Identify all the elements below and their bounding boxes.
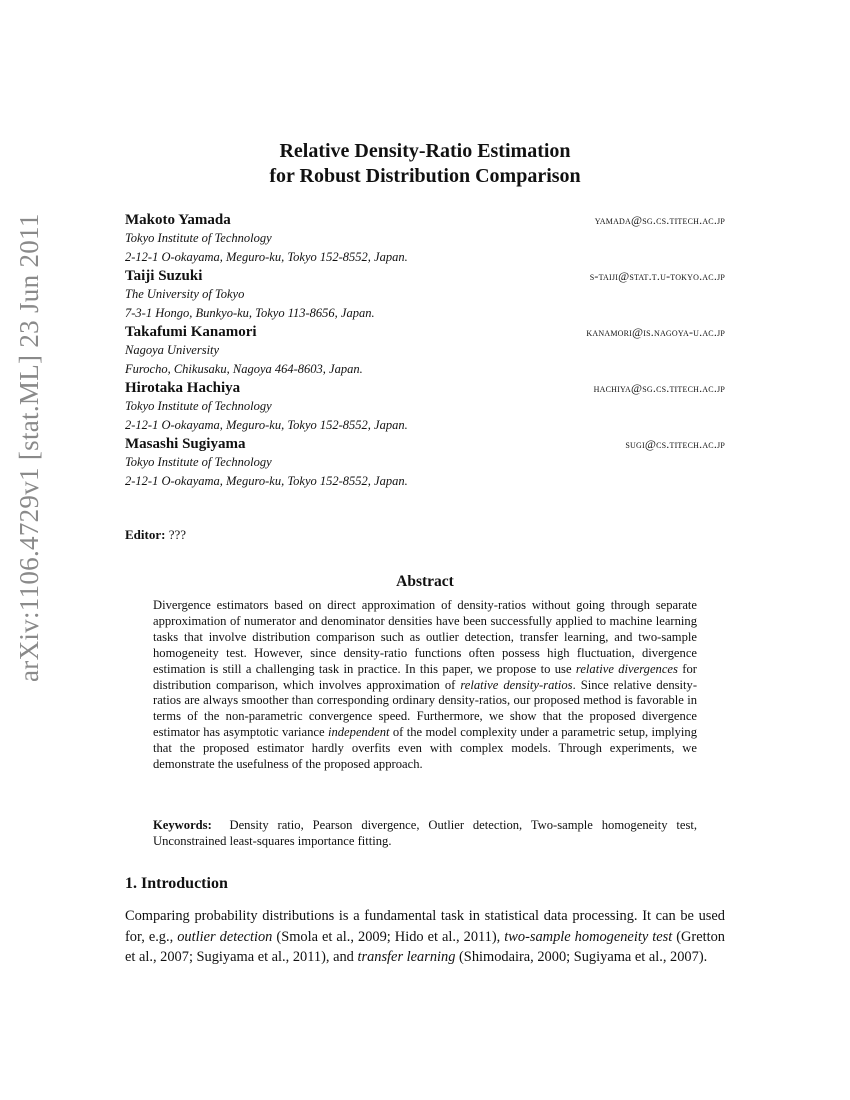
author-name: Takafumi Kanamori [125, 324, 257, 340]
author-email[interactable]: s-taiji@stat.t.u-tokyo.ac.jp [589, 269, 725, 283]
author-address: 2-12-1 O-okayama, Meguro-ku, Tokyo 152-8552, Japan. [125, 418, 408, 432]
author-name: Hirotaka Hachiya [125, 380, 241, 396]
paper-title [0, 139, 850, 189]
intro-text: (Smola et al., 2009; Hido et al., 2011), [272, 928, 505, 945]
abstract-emphasis: independent [327, 725, 390, 740]
author-affiliation: Tokyo Institute of Technology [125, 455, 272, 469]
abstract-text: of the model complexity under a parametric setup, implying that the proposed estimator hardly overfits even with complex models. Through experiments, we demonstrate the usefulness of the proposed approach. [153, 725, 698, 772]
keywords-text: Density ratio, Pearson divergence, Outlier detection, Two-sample homogeneity test, Unconstrained least-squares importance fitting. [153, 818, 697, 848]
author-block [125, 211, 725, 267]
intro-paragraph [125, 906, 725, 968]
author-affiliation: Tokyo Institute of Technology [125, 231, 272, 245]
intro-emphasis: outlier detection [177, 928, 273, 945]
abstract-emphasis: relative density-ratios [460, 677, 573, 692]
author-email[interactable]: kanamori@is.nagoya-u.ac.jp [586, 325, 725, 339]
author-name: Makoto Yamada [125, 212, 231, 228]
author-block [125, 323, 725, 379]
abstract-body [153, 598, 697, 773]
arxiv-identifier: arXiv:1106.4729v1 [stat.ML] 23 Jun 2011 [14, 213, 44, 682]
author-block [125, 379, 725, 435]
intro-text: Comparing probability distributions is a fundamental task in statistical data processing. It can be used for, e.g., [125, 908, 725, 945]
author-affiliation: Nagoya University [125, 343, 220, 357]
abstract-text: . Since relative density-ratios are always smoother than corresponding ordinary density-ratios, our proposed method is favorable in terms of the non-parametric convergence speed. Furthermore, we show that the proposed divergence estimator has asymptotic variance [153, 677, 698, 740]
intro-text: (Shimodaira, 2000; Sugiyama et al., 2007). [455, 949, 708, 965]
abstract-heading: Abstract [396, 573, 454, 590]
abstract-paragraph [153, 598, 697, 773]
author-block [125, 267, 725, 323]
title-line-2: for Robust Distribution Comparison [269, 165, 581, 187]
author-address: 2-12-1 O-okayama, Meguro-ku, Tokyo 152-8552, Japan. [125, 250, 408, 264]
keywords-label: Keywords: [153, 818, 212, 832]
keywords [153, 818, 697, 850]
editor-line [125, 527, 186, 543]
author-affiliation: Tokyo Institute of Technology [125, 399, 272, 413]
author-address: Furocho, Chikusaku, Nagoya 464-8603, Japan. [125, 362, 363, 376]
author-name: Masashi Sugiyama [125, 436, 246, 452]
author-name: Taiji Suzuki [125, 268, 203, 284]
editor-value: ??? [168, 527, 187, 542]
title-line-1: Relative Density-Ratio Estimation [279, 140, 571, 162]
intro-emphasis: transfer learning [357, 949, 456, 965]
author-email[interactable]: yamada@sg.cs.titech.ac.jp [594, 213, 725, 227]
introduction-body [125, 906, 725, 968]
author-email[interactable]: sugi@cs.titech.ac.jp [625, 437, 725, 451]
author-block [125, 435, 725, 491]
author-address: 7-3-1 Hongo, Bunkyo-ku, Tokyo 113-8656, Japan. [125, 306, 375, 320]
author-address: 2-12-1 O-okayama, Meguro-ku, Tokyo 152-8552, Japan. [125, 474, 408, 488]
author-email[interactable]: hachiya@sg.cs.titech.ac.jp [593, 381, 725, 395]
abstract-emphasis: relative divergences [575, 661, 678, 676]
section-heading-introduction: 1. Introduction [125, 875, 228, 892]
abstract-text: Divergence estimators based on direct approximation of density-ratios without going through separate approximation of numerator and denominator densities have been successfully applied to machine learning tasks that involve distribution comparison such as outlier detection, transfer learning, and two-sample homogeneity test. However, since density-ratio functions often possess high fluctuation, divergence estimation is still a challenging task in practice. In this paper, we propose to use [153, 598, 697, 676]
author-affiliation: The University of Tokyo [125, 287, 245, 301]
intro-text: (Gretton et al., 2007; Sugiyama et al., 2011), and [125, 928, 725, 965]
author-list [125, 211, 725, 491]
intro-emphasis: two-sample homogeneity test [504, 928, 673, 945]
abstract-text: for distribution comparison, which involves approximation of [153, 661, 697, 692]
editor-label: Editor: [125, 527, 166, 542]
